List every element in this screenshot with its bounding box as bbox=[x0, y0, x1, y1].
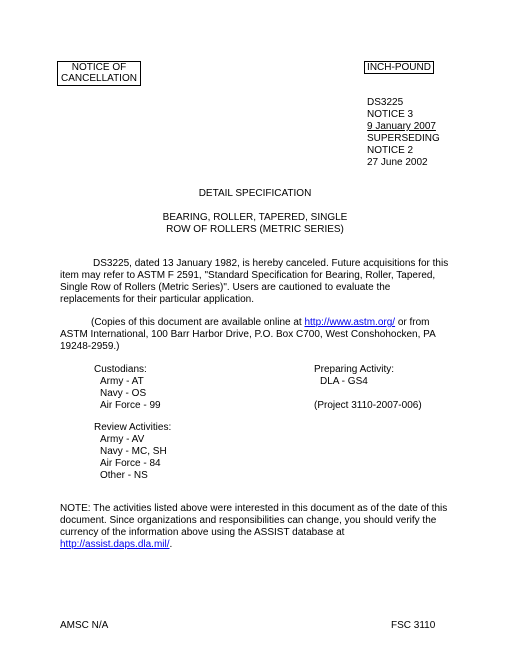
project-number: (Project 3110-2007-006) bbox=[314, 400, 422, 411]
custodian-air-force: Air Force - 99 bbox=[100, 400, 161, 411]
note-text-before: NOTE: The activities listed above were interested in this document as of the date of this document. Since organizations and responsibilities can change, you should verify the currency of the information above using the ASSIST database at bbox=[60, 503, 448, 538]
custodians-heading: Custodians: bbox=[94, 364, 147, 375]
note-text-after: . bbox=[169, 539, 173, 550]
notice-number: NOTICE 3 bbox=[367, 109, 414, 120]
cancellation-paragraph bbox=[60, 258, 452, 306]
copies-paragraph bbox=[60, 317, 452, 353]
inch-pound-label: INCH-POUND bbox=[367, 62, 431, 73]
cancellation-text: DS3225, dated 13 January 1982, is hereby canceled. Future acquisitions for this item may refer to ASTM F 2591, "Standard Specification for Bearing, Roller, Tapered, Single Row of Rollers (Metric Series)". Users are cautioned to evaluate the replacements for their particular application. bbox=[60, 258, 449, 305]
review-heading: Review Activities: bbox=[94, 422, 172, 433]
superseding-label: SUPERSEDING bbox=[367, 133, 440, 144]
review-army: Army - AV bbox=[100, 434, 145, 445]
preparing-activity: DLA - GS4 bbox=[320, 376, 368, 387]
astm-link[interactable]: http://www.astm.org/ bbox=[304, 317, 396, 328]
note-paragraph bbox=[60, 503, 452, 551]
spec-type-heading: DETAIL SPECIFICATION bbox=[198, 188, 312, 199]
notice-box-line2: CANCELLATION bbox=[61, 73, 137, 84]
review-other: Other - NS bbox=[100, 470, 148, 481]
previous-date: 27 June 2002 bbox=[367, 157, 428, 168]
notice-box-line1: NOTICE OF bbox=[71, 62, 127, 73]
notice-date: 9 January 2007 bbox=[367, 121, 436, 132]
copies-text-before: (Copies of this document are available online at bbox=[91, 317, 305, 328]
previous-notice: NOTICE 2 bbox=[367, 145, 414, 156]
doc-number: DS3225 bbox=[367, 97, 404, 108]
custodian-army: Army - AT bbox=[100, 376, 144, 387]
preparing-heading: Preparing Activity: bbox=[314, 364, 395, 375]
assist-link[interactable]: http://assist.daps.dla.mil/ bbox=[60, 539, 170, 550]
notice-of-cancellation-box bbox=[57, 61, 141, 86]
title-line-2: ROW OF ROLLERS (METRIC SERIES) bbox=[166, 224, 344, 235]
fsc-label: FSC 3110 bbox=[391, 620, 436, 631]
review-activities-block bbox=[94, 422, 171, 482]
document-id-block bbox=[367, 97, 440, 169]
amsc-label: AMSC N/A bbox=[60, 620, 109, 631]
custodian-navy: Navy - OS bbox=[100, 388, 147, 399]
title-line-1: BEARING, ROLLER, TAPERED, SINGLE bbox=[162, 212, 348, 223]
inch-pound-box bbox=[364, 61, 434, 74]
review-air-force: Air Force - 84 bbox=[100, 458, 161, 469]
preparing-activity-block bbox=[314, 364, 422, 412]
copies-text-after: or from ASTM International, 100 Barr Harbor Drive, P.O. Box C700, West Conshohocken, PA 19248-2959.) bbox=[60, 317, 436, 352]
review-navy: Navy - MC, SH bbox=[100, 446, 167, 457]
custodians-block bbox=[94, 364, 161, 412]
